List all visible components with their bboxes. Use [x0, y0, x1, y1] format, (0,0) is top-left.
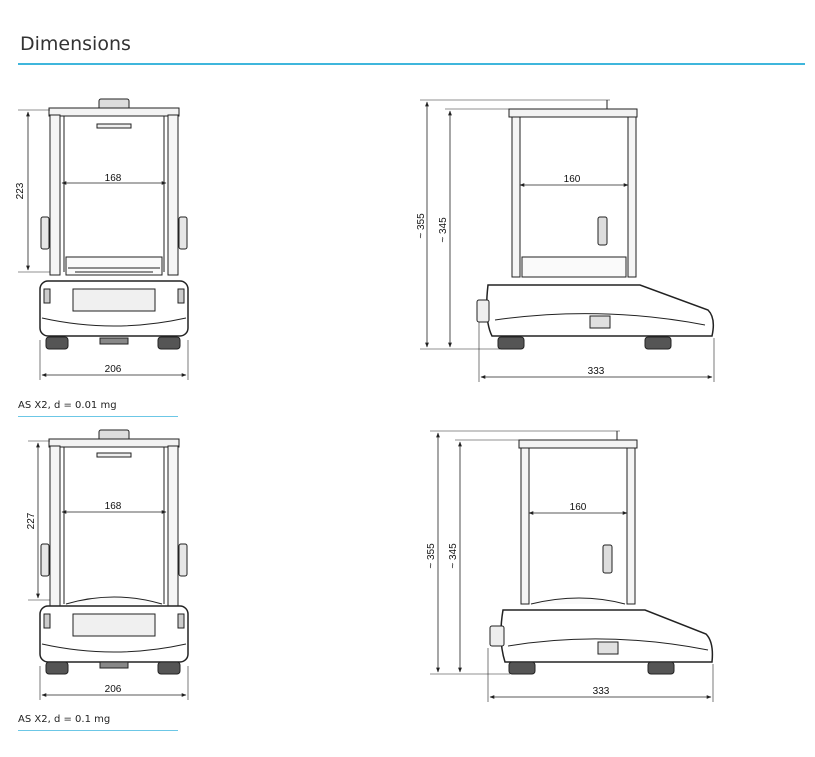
- front-inner-width-label-1: 168: [104, 173, 122, 184]
- page-title: Dimensions: [20, 33, 131, 55]
- front-base-width-label-1: 206: [104, 364, 122, 375]
- side-view-2: [430, 431, 713, 702]
- side-total-height-label-1: ~ 355: [416, 213, 427, 239]
- side-inner-width-label-1: 160: [563, 174, 581, 185]
- side-total-height-label-2: ~ 355: [426, 543, 437, 569]
- front-view-1: [18, 99, 188, 380]
- side-body-height-label-2: ~ 345: [448, 543, 459, 569]
- front-height-label-2: 227: [26, 512, 37, 530]
- caption-variant-1: AS X2, d = 0.01 mg: [18, 400, 117, 411]
- side-depth-label-1: 333: [587, 366, 605, 377]
- front-view-2: [28, 430, 188, 700]
- front-inner-width-label-2: 168: [104, 501, 122, 512]
- front-height-label-1: 223: [15, 182, 26, 200]
- side-inner-width-label-2: 160: [569, 502, 587, 513]
- front-base-width-label-2: 206: [104, 684, 122, 695]
- side-view-1: [420, 100, 714, 382]
- caption-variant-2: AS X2, d = 0.1 mg: [18, 714, 111, 725]
- side-body-height-label-1: ~ 345: [438, 217, 449, 243]
- side-depth-label-2: 333: [592, 686, 610, 697]
